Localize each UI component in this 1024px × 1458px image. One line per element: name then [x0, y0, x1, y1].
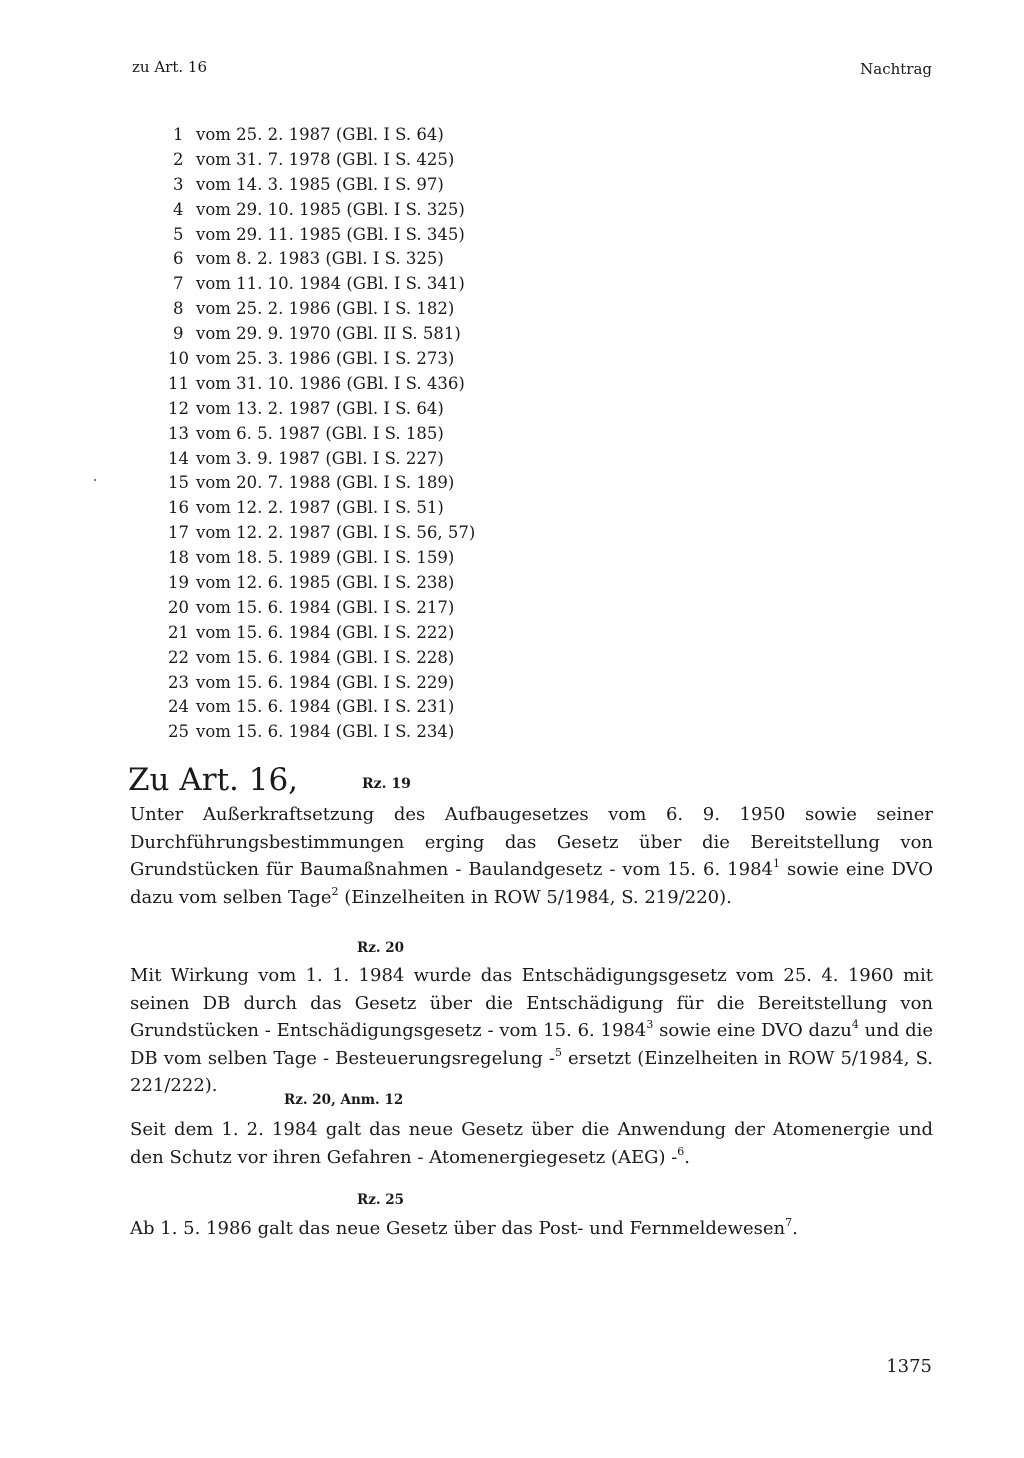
footnote-text: vom 3. 9. 1987 (GBl. I S. 227) [196, 448, 444, 468]
footnote-text: vom 20. 7. 1988 (GBl. I S. 189) [196, 473, 455, 493]
footnote-number: 19 [168, 573, 189, 593]
paragraph-text: (Einzelheiten in ROW 5/1984, S. 219/220). [338, 886, 732, 908]
footnote-item [168, 422, 475, 447]
footnote-text: vom 14. 3. 1985 (GBl. I S. 97) [196, 174, 444, 194]
footnote-text: vom 29. 9. 1970 (GBl. II S. 581) [196, 324, 461, 344]
footnote-item [168, 596, 475, 621]
footnote-ref: 2 [331, 884, 339, 898]
footnote-number: 23 [168, 672, 189, 692]
section-heading [128, 762, 411, 798]
footnote-item [168, 347, 475, 372]
footnote-item [168, 621, 475, 646]
footnote-ref: 7 [785, 1216, 793, 1229]
footnote-number: 18 [168, 548, 189, 568]
paragraph-text: sowie eine DVO dazu [653, 1020, 852, 1041]
footnote-text: vom 15. 6. 1984 (GBl. I S. 234) [196, 722, 455, 742]
rz-label: Rz. 20, Anm. 12 [284, 1092, 404, 1108]
footnote-number: 24 [168, 697, 189, 717]
footnote-ref: 3 [646, 1018, 654, 1031]
footnote-number: 1 [173, 125, 184, 144]
footnote-text: vom 31. 10. 1986 (GBl. I S. 436) [196, 373, 465, 393]
footnote-ref: 1 [772, 857, 780, 870]
footnote-item [168, 521, 475, 546]
footnote-item [168, 447, 475, 472]
footnote-text: vom 25. 2. 1987 (GBl. I S. 64) [196, 125, 444, 144]
footnote-number: 2 [173, 149, 184, 169]
footnote-text: vom 29. 11. 1985 (GBl. I S. 345) [196, 224, 465, 244]
footnote-text: vom 15. 6. 1984 (GBl. I S. 231) [196, 697, 455, 717]
section-title: Zu Art. 16, [128, 762, 299, 798]
footnote-item [168, 646, 475, 671]
footnote-item [168, 546, 475, 571]
paragraph-rz-20-anm-12 [130, 1116, 933, 1171]
footnote-ref: 5 [554, 1045, 562, 1059]
footnote-text: vom 29. 10. 1985 (GBl. I S. 325) [196, 199, 465, 219]
footnote-ref: 6 [677, 1144, 685, 1158]
footnote-number: 3 [173, 174, 184, 194]
section-rz-label: Rz. 19 [362, 776, 411, 792]
footnote-number: 10 [168, 349, 189, 369]
paragraph-text: . [684, 1146, 691, 1168]
footnote-number: 22 [168, 647, 189, 667]
footnote-text: vom 13. 2. 1987 (GBl. I S. 64) [196, 398, 444, 418]
footnote-item [168, 496, 475, 521]
running-header-right: Nachtrag [860, 60, 932, 78]
paragraph-rz-19 [130, 801, 933, 911]
rz-label: Rz. 25 [357, 1192, 405, 1208]
footnote-text: vom 15. 6. 1984 (GBl. I S. 229) [196, 672, 455, 692]
footnote-number: 14 [168, 448, 189, 468]
footnote-number: 21 [168, 622, 189, 642]
paragraph-text: und die DB vom selben Tage - Besteuerungsregelung - [130, 1020, 933, 1069]
footnote-item [168, 571, 475, 596]
footnote-item [168, 148, 475, 173]
footnote-number: 13 [168, 423, 189, 443]
footnote-text: vom 18. 5. 1989 (GBl. I S. 159) [196, 548, 455, 568]
footnote-number: 12 [168, 398, 189, 418]
paragraph-rz-25 [130, 1215, 933, 1243]
footnote-number: 25 [168, 722, 189, 742]
running-header-left: zu Art. 16 [132, 58, 207, 76]
footnote-item [168, 720, 475, 745]
footnote-number: 8 [173, 299, 184, 319]
footnote-item [168, 123, 475, 148]
footnote-item [168, 247, 475, 272]
paragraph-text: Ab 1. 5. 1986 galt das neue Gesetz über das Post- und Fernmeldewesen [130, 1218, 786, 1239]
paragraph-text: . [792, 1218, 798, 1239]
page-number: 1375 [886, 1356, 932, 1377]
footnote-number: 16 [168, 498, 189, 518]
footnote-item [168, 397, 475, 422]
footnote-text: vom 15. 6. 1984 (GBl. I S. 228) [196, 647, 455, 667]
footnote-number: 15 [168, 473, 189, 493]
footnote-number: 20 [168, 597, 189, 617]
footnote-text: vom 11. 10. 1984 (GBl. I S. 341) [196, 274, 465, 294]
rz-label: Rz. 20 [357, 940, 405, 956]
footnote-number: 17 [168, 523, 189, 543]
footnote-item [168, 695, 475, 720]
footnote-text: vom 31. 7. 1978 (GBl. I S. 425) [196, 149, 455, 169]
paragraph-text: sowie eine DVO dazu vom selben Tage [130, 859, 933, 908]
footnote-item [168, 322, 475, 347]
footnote-text: vom 8. 2. 1983 (GBl. I S. 325) [196, 249, 444, 269]
footnote-text: vom 12. 2. 1987 (GBl. I S. 51) [196, 498, 444, 518]
paragraph-text: ersetzt (Einzelheiten in ROW 5/1984, S. 221/222). [130, 1047, 933, 1096]
footnote-text: vom 25. 2. 1986 (GBl. I S. 182) [196, 299, 455, 319]
footnote-text: vom 12. 2. 1987 (GBl. I S. 56, 57) [196, 523, 476, 543]
paragraph-rz-20 [130, 962, 933, 1100]
footnote-item [168, 173, 475, 198]
footnote-item [168, 372, 475, 397]
footnote-item [168, 671, 475, 696]
paragraph-text: Unter Außerkraftsetzung des Aufbaugesetzes vom 6. 9. 1950 sowie seiner Durchführungsbestimmungen erging das Gesetz über die Bereitstellung von Grundstücken für Baumaßnahmen - Baulandgesetz - vom 15. 6. 1984 [130, 804, 933, 880]
footnote-item [168, 198, 475, 223]
footnote-ref: 4 [851, 1018, 859, 1031]
footnote-item [168, 223, 475, 248]
footnote-number: 11 [168, 373, 189, 393]
paragraph-text: Seit dem 1. 2. 1984 galt das neue Gesetz über die Anwendung der Atomenergie und den Schutz vor ihren Gefahren - Atomenergiegesetz (AEG) - [130, 1119, 933, 1168]
footnote-number: 9 [173, 324, 184, 344]
footnote-number: 4 [173, 199, 184, 219]
footnote-number: 7 [173, 274, 184, 294]
footnote-item [168, 272, 475, 297]
footnote-item [168, 471, 475, 496]
footnote-text: vom 15. 6. 1984 (GBl. I S. 222) [196, 622, 455, 642]
footnote-number: 6 [173, 249, 184, 269]
footnote-number: 5 [173, 224, 184, 244]
footnote-item [168, 297, 475, 322]
scan-speck [94, 479, 96, 481]
footnote-text: vom 25. 3. 1986 (GBl. I S. 273) [196, 349, 455, 369]
paragraph-text: Mit Wirkung vom 1. 1. 1984 wurde das Entschädigungsgesetz vom 25. 4. 1960 mit seinen DB durch das Gesetz über die Entschädigung für die Bereitstellung von Grundstücken - Entschädigungsgesetz - vom 15. 6. 1984 [130, 965, 933, 1041]
footnote-text: vom 6. 5. 1987 (GBl. I S. 185) [196, 423, 444, 443]
footnote-list [168, 123, 475, 745]
footnote-text: vom 12. 6. 1985 (GBl. I S. 238) [196, 573, 455, 593]
footnote-text: vom 15. 6. 1984 (GBl. I S. 217) [196, 597, 455, 617]
